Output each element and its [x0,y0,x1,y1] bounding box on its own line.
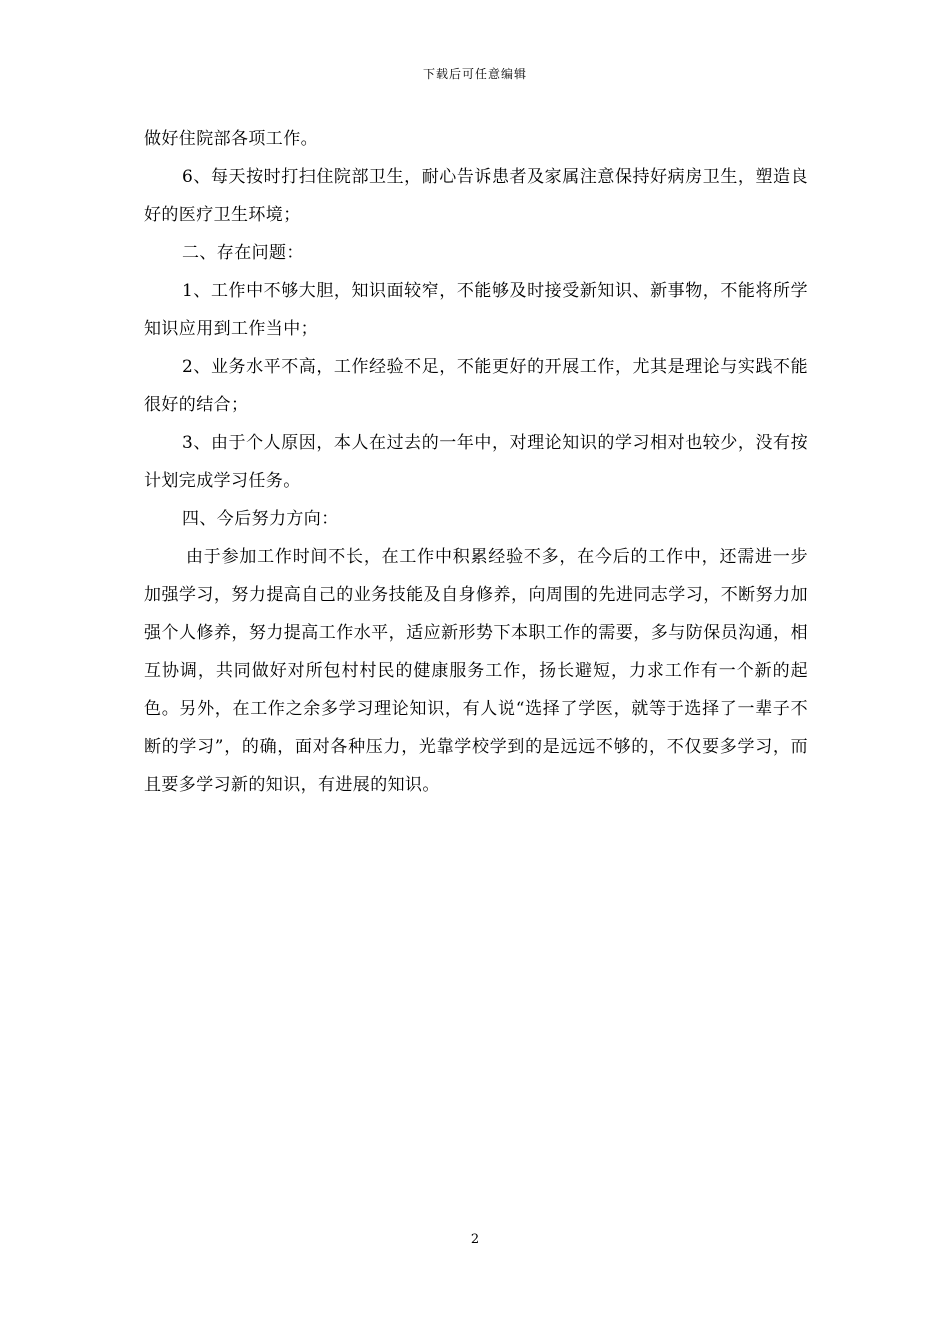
page-number: 2 [470,1232,480,1247]
paragraph-problem-1: 1、工作中不够大胆，知识面较窄，不能够及时接受新知识、新事物，不能将所学知识应用到工作当中； [144,281,808,339]
paragraph-item-6: 6、每天按时打扫住院部卫生，耐心告诉患者及家属注意保持好病房卫生，塑造良好的医疗卫生环境； [144,167,808,225]
page-header: 下载后可任意编辑 [422,67,527,81]
section-heading-problems: 二、存在问题： [182,243,304,263]
paragraph-continuation: 做好住院部各项工作。 [144,129,318,149]
section-heading-future-direction: 四、今后努力方向： [182,509,339,529]
document-body [144,120,808,804]
paragraph-future-direction: 由于参加工作时间不长，在工作中积累经验不多，在今后的工作中，还需进一步加强学习，努力提高自己的业务技能及自身修养，向周围的先进同志学习，不断努力加强个人修养，努力提高工作水平，适应新形势下本职工作的需要，多与防保员沟通，相互协调，共同做好对所包村村民的健康服务工作，扬长避短，力求工作有一个新的起色。另外，在工作之余多学习理论知识，有人说“选择了学医，就等于选择了一辈子不断的学习”，的确，面对各种压力，光靠学校学到的是远远不够的，不仅要多学习，而且要多学习新的知识，有进展的知识。 [144,547,808,795]
paragraph-problem-3: 3、由于个人原因，本人在过去的一年中，对理论知识的学习相对也较少，没有按计划完成学习任务。 [144,433,808,491]
paragraph-problem-2: 2、业务水平不高，工作经验不足，不能更好的开展工作，尤其是理论与实践不能很好的结合； [144,357,808,415]
